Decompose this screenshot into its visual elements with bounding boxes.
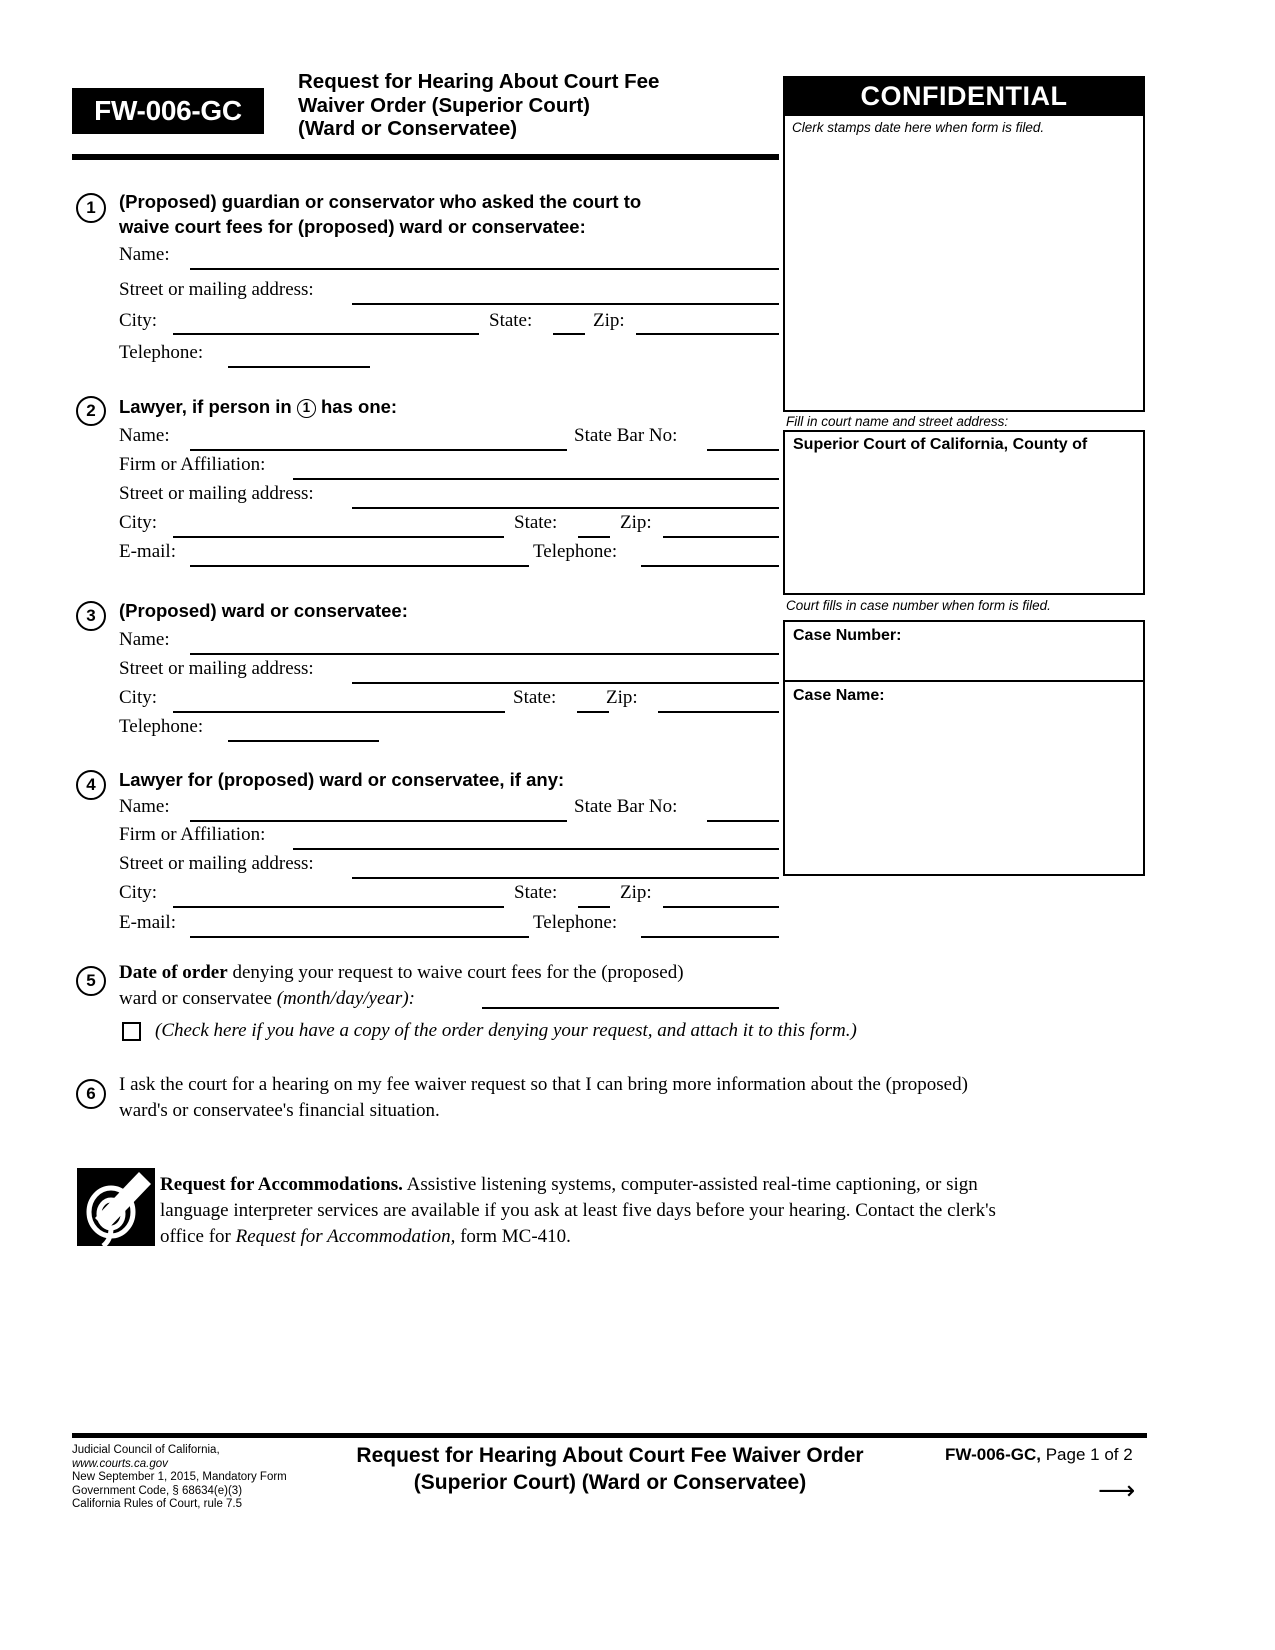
item-2-heading [119,394,397,419]
item-2-name-input[interactable] [190,449,567,451]
item-4-firm-label: Firm or Affiliation: [119,824,266,845]
footer-page-number: Page 1 of 2 [1041,1445,1133,1464]
item-5-date-format: (month/day/year): [276,988,415,1009]
item-4-email-label: E-mail: [119,912,176,933]
item-3-telephone-label: Telephone: [119,716,204,737]
header-divider [72,154,779,160]
item-1-city-label: City: [119,310,158,331]
item-6-line1: I ask the court for a hearing on my fee waiver request so that I can bring more information about the (proposed) [119,1074,968,1095]
item-2-heading-post: has one: [321,396,398,417]
item-5-date-input[interactable] [482,1007,779,1009]
item-1-name-label: Name: [119,244,170,265]
item-number-6: 6 [76,1079,106,1109]
item-5-bold-lead: Date of order [119,962,228,983]
item-4-name-input[interactable] [190,820,567,822]
item-2-telephone-input[interactable] [641,565,779,567]
item-4-bar-input[interactable] [707,820,779,822]
item-1-state-input[interactable] [553,333,585,335]
item-4-state-input[interactable] [578,906,610,908]
accommodations-line3 [160,1224,1135,1250]
item-2-bar-input[interactable] [707,449,779,451]
item-4-city-input[interactable] [173,906,504,908]
accommodations-line2: language interpreter services are available if you ask at least five days before your hearing. Contact the clerk's [160,1200,996,1221]
item-3-street-input[interactable] [352,682,779,684]
item-number-3: 3 [76,601,106,631]
item-4-bar-label: State Bar No: [574,796,678,817]
item-1-heading [119,189,779,239]
item-4-telephone-label: Telephone: [533,912,618,933]
item-1-heading-line2: waive court fees for (proposed) ward or conservatee: [119,216,586,237]
accommodations-line3-pre: office for [160,1226,236,1247]
footer-left-line5: California Rules of Court, rule 7.5 [72,1498,243,1510]
item-5-line1 [119,960,819,986]
item-3-zip-label: Zip: [606,687,638,708]
item-6-text [119,1072,1129,1124]
item-1-telephone-label: Telephone: [119,342,204,363]
item-5-line2-pre: ward or conservatee [119,988,277,1009]
item-2-heading-pre: Lawyer, if person in [119,396,292,417]
accommodations-line1-rest: Assistive listening systems, computer-assisted real-time captioning, or sign [402,1174,978,1195]
item-6-line2: ward's or conservatee's financial situation. [119,1100,440,1121]
item-5-line1-rest: denying your request to waive court fees for the (proposed) [227,962,684,983]
item-2-street-label: Street or mailing address: [119,483,314,504]
footer-page-info [945,1445,1133,1465]
item-1-street-label: Street or mailing address: [119,279,314,300]
case-number-note: Court fills in case number when form is filed. [786,598,1051,613]
item-2-firm-label: Firm or Affiliation: [119,454,266,475]
court-name-label: Superior Court of California, County of [793,436,1088,453]
assistive-listening-icon [77,1168,155,1246]
item-3-heading: (Proposed) ward or conservatee: [119,600,408,621]
item-4-heading: Lawyer for (proposed) ward or conservatee, if any: [119,769,565,790]
item-2-state-label: State: [514,512,558,533]
item-number-2: 2 [76,396,106,426]
item-1-zip-input[interactable] [636,333,779,335]
item-1-name-input[interactable] [190,268,779,270]
item-1-zip-label: Zip: [593,310,625,331]
item-4-city-label: City: [119,882,158,903]
item-2-bar-label: State Bar No: [574,425,678,446]
item-1-street-input[interactable] [352,303,779,305]
item-5-attachment-checkbox[interactable] [122,1022,141,1041]
item-3-name-input[interactable] [190,653,779,655]
item-1-heading-line1: (Proposed) guardian or conservator who asked the court to [119,191,642,212]
footer-left-line1: Judicial Council of California, [72,1444,220,1456]
item-2-street-input[interactable] [352,507,779,509]
accommodations-bold-lead: Request for Accommodations. [160,1174,403,1195]
item-1-state-label: State: [489,310,533,331]
page-title [298,70,768,141]
item-4-firm-input[interactable] [293,848,779,850]
item-5-checkbox-label: (Check here if you have a copy of the order denying your request, and attach it to this form.) [155,1020,857,1041]
accommodations-line3-post: form MC-410. [455,1226,571,1247]
item-4-street-input[interactable] [352,877,779,879]
item-4-state-label: State: [514,882,558,903]
footer-left-line3: New September 1, 2015, Mandatory Form [72,1471,287,1483]
footer-website-url: www.courts.ca.gov [72,1457,168,1470]
item-1-city-input[interactable] [173,333,479,335]
clerk-stamp-box [783,116,1145,412]
case-number-box[interactable] [783,620,1145,682]
item-2-city-label: City: [119,512,158,533]
item-3-name-label: Name: [119,629,170,650]
item-number-1: 1 [76,193,106,223]
item-2-zip-input[interactable] [663,536,779,538]
item-1-telephone-input[interactable] [228,366,370,368]
item-2-name-label: Name: [119,425,170,446]
item-4-telephone-input[interactable] [641,936,779,938]
item-4-email-input[interactable] [190,936,529,938]
item-2-heading-circle-ref: 1 [297,399,316,418]
item-3-state-input[interactable] [577,711,609,713]
footer-form-title [300,1442,920,1496]
footer-left-line4: Government Code, § 68634(e)(3) [72,1484,243,1497]
accommodations-text [160,1172,1135,1250]
item-2-state-input[interactable] [578,536,610,538]
accommodations-line1 [160,1172,1135,1198]
item-3-street-label: Street or mailing address: [119,658,314,679]
item-4-zip-label: Zip: [620,882,652,903]
item-3-state-label: State: [513,687,557,708]
court-fill-note: Fill in court name and street address: [786,414,1009,429]
item-4-street-label: Street or mailing address: [119,853,314,874]
item-4-name-label: Name: [119,796,170,817]
item-2-telephone-label: Telephone: [533,541,618,562]
item-2-firm-input[interactable] [293,478,779,480]
page-title-line3: (Ward or Conservatee) [298,117,518,140]
item-3-city-label: City: [119,687,158,708]
footer-legal-citation [72,1444,287,1512]
page-title-line1: Request for Hearing About Court Fee [298,70,660,93]
next-page-arrow-icon: ⟶ [1098,1476,1136,1506]
item-5-text [119,960,819,1012]
item-4-zip-input[interactable] [663,906,779,908]
footer-divider [72,1433,1147,1438]
footer-center-line2: (Superior Court) (Ward or Conservatee) [413,1471,807,1494]
item-number-4: 4 [76,770,106,800]
form-number-badge: FW-006-GC [72,88,264,134]
accommodations-form-name: Request for Accommodation, [235,1226,456,1247]
confidential-banner: CONFIDENTIAL [783,76,1145,116]
item-2-email-label: E-mail: [119,541,176,562]
case-name-label: Case Name: [793,687,885,704]
item-3-city-input[interactable] [173,711,505,713]
item-3-telephone-input[interactable] [228,740,379,742]
item-number-5: 5 [76,966,106,996]
court-name-box[interactable] [783,430,1145,595]
clerk-stamp-note: Clerk stamps date here when form is filed. [792,120,1045,135]
footer-form-number: FW-006-GC, [945,1445,1041,1464]
item-3-zip-input[interactable] [658,711,779,713]
case-number-label: Case Number: [793,627,902,644]
item-2-zip-label: Zip: [620,512,652,533]
item-2-city-input[interactable] [173,536,504,538]
item-2-email-input[interactable] [190,565,529,567]
case-name-box[interactable] [783,682,1145,876]
page-title-line2: Waiver Order (Superior Court) [298,93,590,117]
footer-center-line1: Request for Hearing About Court Fee Waiver Order [356,1444,864,1467]
